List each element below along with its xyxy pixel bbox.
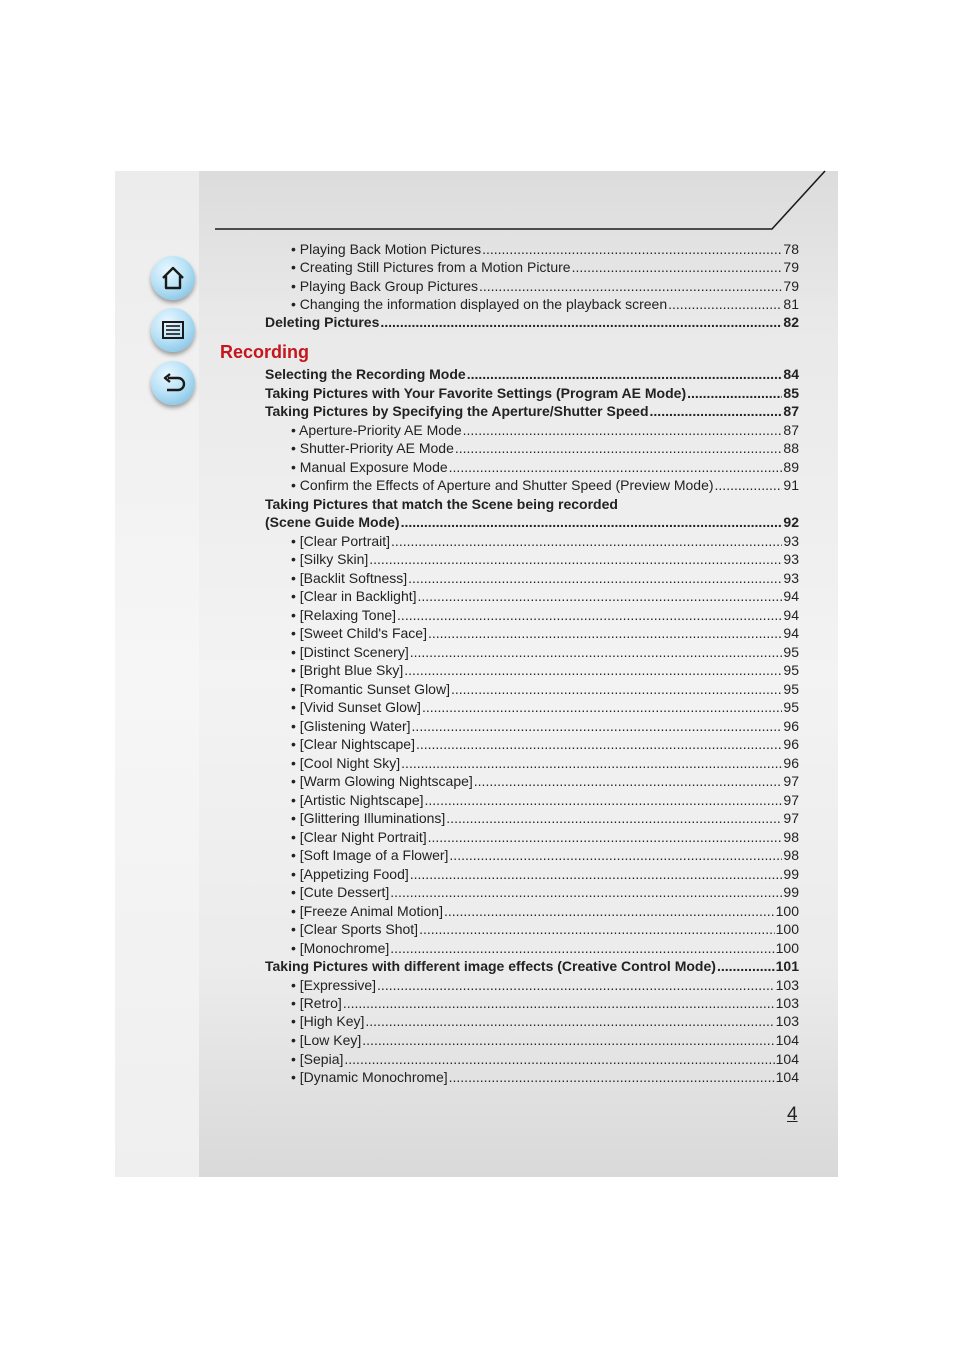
- toc-leader-dots: [344, 1051, 774, 1068]
- toc-entry-page: 95: [783, 681, 799, 697]
- toc-entry-page: 96: [783, 755, 799, 771]
- toc-entry[interactable]: [291, 570, 799, 587]
- toc-entry[interactable]: [291, 422, 799, 439]
- toc-entry-page: 93: [783, 570, 799, 586]
- toc-entry[interactable]: [291, 829, 799, 846]
- toc-leader-dots: [343, 995, 775, 1012]
- toc-entry[interactable]: [291, 736, 799, 753]
- toc-entry-label: • Manual Exposure Mode: [291, 459, 448, 475]
- toc-entry-label: • [Dynamic Monochrome]: [291, 1069, 448, 1085]
- toc-entry-page: 91: [783, 477, 799, 493]
- toc-entry-page: 103: [775, 977, 799, 993]
- toc-leader-dots: [401, 755, 782, 772]
- toc-leader-dots: [369, 551, 782, 568]
- toc-entry-label: • [Clear Sports Shot]: [291, 921, 419, 937]
- toc-leader-dots: [715, 477, 783, 494]
- toc-entry[interactable]: [291, 810, 799, 827]
- toc-entry-page: 100: [775, 903, 799, 919]
- toc-entry-label: • [Artistic Nightscape]: [291, 792, 424, 808]
- toc-entry-page: 99: [783, 866, 799, 882]
- toc-entry-page: 94: [783, 607, 799, 623]
- toc-leader-dots: [397, 607, 782, 624]
- toc-entry[interactable]: [291, 995, 799, 1012]
- toc-leader-dots: [687, 385, 782, 402]
- toc-entry-page: 99: [783, 884, 799, 900]
- toc-entry[interactable]: [265, 514, 799, 531]
- toc-entry-page: 79: [783, 278, 799, 294]
- toc-entry-page: 92: [783, 514, 799, 530]
- toc-entry[interactable]: [291, 644, 799, 661]
- toc-entry[interactable]: [291, 533, 799, 550]
- toc-leader-dots: [449, 1069, 775, 1086]
- toc-entry-page: 97: [783, 810, 799, 826]
- toc-entry-page: 87: [783, 403, 799, 419]
- toc-entry-label: • [Monochrome]: [291, 940, 390, 956]
- toc-entry-page: 104: [775, 1069, 799, 1085]
- toc-entry[interactable]: [291, 921, 799, 938]
- toc-entry-page: 81: [783, 296, 799, 312]
- toc-leader-dots: [444, 903, 775, 920]
- toc-leader-dots: [422, 699, 782, 716]
- toc-entry[interactable]: [291, 773, 799, 790]
- toc-entry[interactable]: [291, 1069, 799, 1086]
- toc-entry-page: 87: [783, 422, 799, 438]
- toc-entry-label: Taking Pictures with Your Favorite Settings (Program AE Mode): [265, 385, 687, 401]
- toc-entry-page: 93: [783, 551, 799, 567]
- toc-entry-page: 85: [783, 385, 799, 401]
- toc-entry-label: • Shutter-Priority AE Mode: [291, 440, 454, 456]
- toc-entry-label: (Scene Guide Mode): [265, 514, 400, 530]
- toc-entry-label: • [Bright Blue Sky]: [291, 662, 404, 678]
- toc-entry-page: 95: [783, 644, 799, 660]
- toc-entry[interactable]: [291, 477, 799, 494]
- page-number[interactable]: 4: [787, 1104, 798, 1125]
- toc-leader-dots: [455, 440, 783, 457]
- toc-entry-page: 101: [775, 958, 799, 974]
- toc-entry-page: 103: [775, 1013, 799, 1029]
- toc-entry-page: 97: [783, 773, 799, 789]
- toc-entry-page: 78: [783, 241, 799, 257]
- toc-entry-label: • Aperture-Priority AE Mode: [291, 422, 462, 438]
- toc-leader-dots: [418, 588, 783, 605]
- toc-leader-dots: [650, 403, 783, 420]
- toc-entry-label: • [Glistening Water]: [291, 718, 411, 734]
- toc-leader-dots: [416, 736, 782, 753]
- toc-leader-dots: [408, 570, 782, 587]
- toc-leader-dots: [463, 422, 783, 439]
- toc-entry[interactable]: [291, 681, 799, 698]
- toc-entry-label: • Playing Back Group Pictures: [291, 278, 478, 294]
- toc-entry-label: Selecting the Recording Mode: [265, 366, 466, 382]
- toc-entry[interactable]: [291, 588, 799, 605]
- toc-entry-label: Deleting Pictures: [265, 314, 380, 330]
- toc-entry-page: 100: [775, 940, 799, 956]
- toc-entry[interactable]: [291, 607, 799, 624]
- toc-leader-dots: [410, 866, 783, 883]
- toc-entry[interactable]: [291, 1051, 799, 1068]
- toc-entry-label: • [Romantic Sunset Glow]: [291, 681, 450, 697]
- back-button[interactable]: [151, 361, 195, 405]
- toc-entry-page: 97: [783, 792, 799, 808]
- toc-entry-label: • Confirm the Effects of Aperture and Shutter Speed (Preview Mode): [291, 477, 714, 493]
- toc-leader-dots: [401, 514, 783, 531]
- toc-entry-page: 96: [783, 718, 799, 734]
- toc-entry[interactable]: [265, 403, 799, 420]
- toc-entry[interactable]: [291, 977, 799, 994]
- toc-leader-dots: [410, 644, 783, 661]
- toc-entry[interactable]: [291, 792, 799, 809]
- toc-entry-label: • [Distinct Scenery]: [291, 644, 409, 660]
- toc-entry-label: • [Clear Nightscape]: [291, 736, 415, 752]
- toc-entry[interactable]: [291, 903, 799, 920]
- toc-entry[interactable]: [291, 440, 799, 457]
- toc-entry-label: • [Sepia]: [291, 1051, 344, 1067]
- toc-entry-page: 84: [783, 366, 799, 382]
- toc-entry[interactable]: [291, 459, 799, 476]
- toc-entry[interactable]: [291, 259, 799, 276]
- toc-leader-dots: [449, 847, 782, 864]
- toc-leader-dots: [380, 314, 782, 331]
- toc-entry-label: • [Low Key]: [291, 1032, 362, 1048]
- toc-entry-label: • [Relaxing Tone]: [291, 607, 397, 623]
- toc-entry-label: • [High Key]: [291, 1013, 365, 1029]
- toc-entry[interactable]: [265, 385, 799, 402]
- toc-leader-dots: [391, 533, 782, 550]
- toc-heading-line[interactable]: Taking Pictures that match the Scene being recorded: [265, 496, 618, 512]
- toc-entry[interactable]: [265, 958, 799, 975]
- toc-entry-page: 88: [783, 440, 799, 456]
- toc-entry-page: 98: [783, 847, 799, 863]
- toc-entry-label: • Playing Back Motion Pictures: [291, 241, 482, 257]
- toc-entry[interactable]: [291, 940, 799, 957]
- toc-entry-page: 94: [783, 625, 799, 641]
- toc-entry-label: • [Expressive]: [291, 977, 377, 993]
- contents-button[interactable]: [151, 308, 195, 352]
- toc-entry[interactable]: [291, 1032, 799, 1049]
- toc-entry[interactable]: [291, 662, 799, 679]
- home-icon: [160, 265, 186, 291]
- toc-entry[interactable]: [291, 755, 799, 772]
- toc-leader-dots: [446, 810, 782, 827]
- toc-entry-label: • [Retro]: [291, 995, 342, 1011]
- contents-list-icon: [160, 317, 186, 343]
- toc-entry-page: 93: [783, 533, 799, 549]
- toc-entry[interactable]: [291, 551, 799, 568]
- header-rule: [215, 170, 830, 232]
- toc-entry-label: • [Silky Skin]: [291, 551, 369, 567]
- toc-leader-dots: [467, 366, 783, 383]
- toc-leader-dots: [451, 681, 782, 698]
- toc-leader-dots: [479, 278, 782, 295]
- toc-entry-label: • [Vivid Sunset Glow]: [291, 699, 421, 715]
- toc-entry-page: 95: [783, 699, 799, 715]
- toc-entry-label: • [Freeze Animal Motion]: [291, 903, 443, 919]
- toc-leader-dots: [482, 241, 782, 258]
- toc-leader-dots: [717, 958, 775, 975]
- toc-entry[interactable]: [291, 278, 799, 295]
- toc-leader-dots: [474, 773, 783, 790]
- toc-entry-label: • [Warm Glowing Nightscape]: [291, 773, 473, 789]
- toc-entry-page: 104: [775, 1051, 799, 1067]
- toc-leader-dots: [390, 884, 782, 901]
- toc-entry-page: 104: [775, 1032, 799, 1048]
- toc-leader-dots: [404, 662, 782, 679]
- toc-entry-page: 82: [783, 314, 799, 330]
- toc-entry[interactable]: [291, 1013, 799, 1030]
- toc-entry-page: 103: [775, 995, 799, 1011]
- toc-entry[interactable]: [291, 718, 799, 735]
- toc-entry[interactable]: [291, 296, 799, 313]
- toc-entry-label: • [Sweet Child's Face]: [291, 625, 427, 641]
- toc-entry-label: • [Backlit Softness]: [291, 570, 408, 586]
- toc-leader-dots: [412, 718, 783, 735]
- home-button[interactable]: [151, 256, 195, 300]
- toc-leader-dots: [419, 921, 775, 938]
- toc-entry-label: • Changing the information displayed on the playback screen: [291, 296, 668, 312]
- toc-entry-label: Taking Pictures with different image effects (Creative Control Mode): [265, 958, 716, 974]
- toc-entry-label: • [Soft Image of a Flower]: [291, 847, 449, 863]
- toc-entry-label: • [Appetizing Food]: [291, 866, 409, 882]
- toc-entry-page: 95: [783, 662, 799, 678]
- toc-leader-dots: [390, 940, 774, 957]
- toc-leader-dots: [428, 829, 783, 846]
- return-arrow-icon: [160, 370, 186, 396]
- toc-entry-label: Taking Pictures by Specifying the Aperture/Shutter Speed: [265, 403, 649, 419]
- toc-entry-label: • [Clear Night Portrait]: [291, 829, 427, 845]
- toc-leader-dots: [365, 1013, 774, 1030]
- toc-entry[interactable]: [291, 866, 799, 883]
- toc-entry-page: 79: [783, 259, 799, 275]
- section-title-recording: Recording: [220, 342, 310, 362]
- toc-leader-dots: [362, 1032, 774, 1049]
- toc-entry-label: • [Clear Portrait]: [291, 533, 391, 549]
- toc-entry-page: 94: [783, 588, 799, 604]
- toc-entry-label: • [Glittering Illuminations]: [291, 810, 446, 826]
- toc-entry-page: 98: [783, 829, 799, 845]
- toc-entry[interactable]: [265, 366, 799, 383]
- toc-leader-dots: [668, 296, 782, 313]
- toc-leader-dots: [425, 792, 783, 809]
- toc-entry-page: 89: [783, 459, 799, 475]
- toc-entry-page: 96: [783, 736, 799, 752]
- toc-entry-label: • Creating Still Pictures from a Motion Picture: [291, 259, 571, 275]
- toc-leader-dots: [449, 459, 783, 476]
- toc-entry[interactable]: [265, 314, 799, 331]
- toc-entry-label: • [Cute Dessert]: [291, 884, 390, 900]
- toc-entry[interactable]: [291, 699, 799, 716]
- toc-entry[interactable]: [291, 847, 799, 864]
- toc-leader-dots: [428, 625, 782, 642]
- toc-entry[interactable]: [291, 625, 799, 642]
- toc-entry-label: • [Clear in Backlight]: [291, 588, 417, 604]
- toc-entry[interactable]: [291, 884, 799, 901]
- toc-entry-label: • [Cool Night Sky]: [291, 755, 401, 771]
- toc-leader-dots: [572, 259, 783, 276]
- toc-leader-dots: [377, 977, 775, 994]
- toc-entry-page: 100: [775, 921, 799, 937]
- toc-entry[interactable]: [291, 241, 799, 258]
